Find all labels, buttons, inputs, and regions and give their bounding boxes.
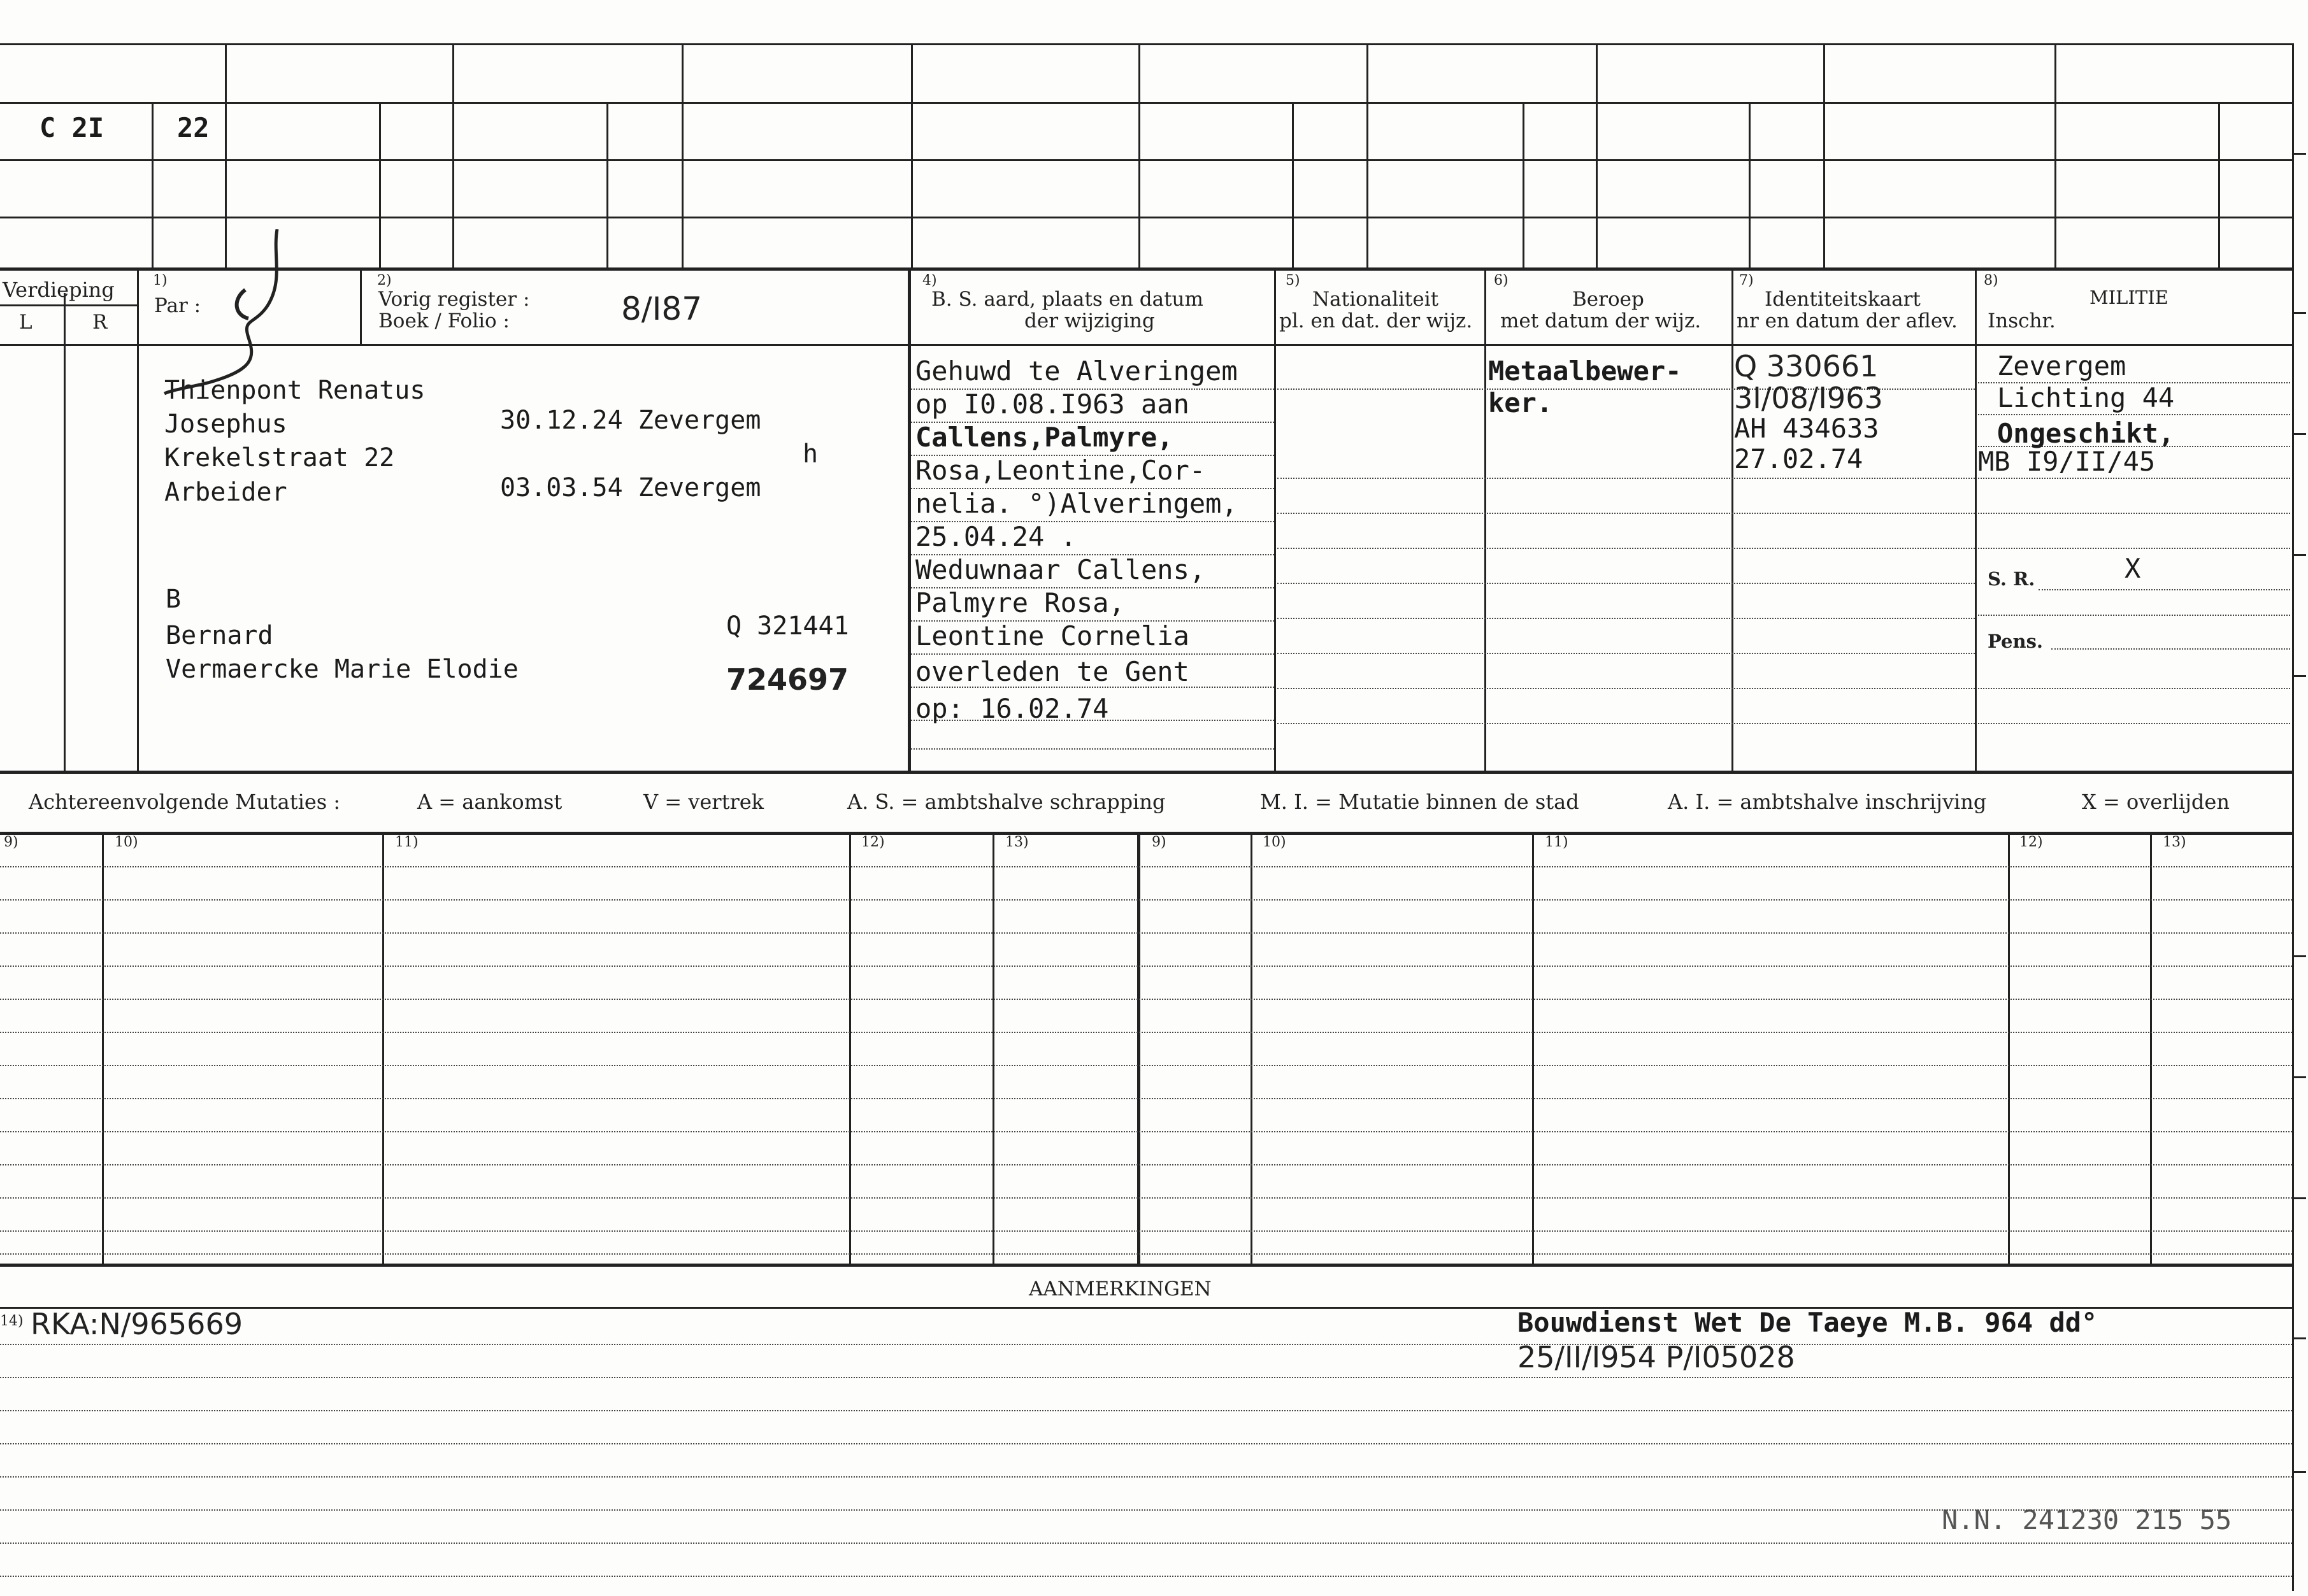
remarks-row-line	[0, 1377, 2292, 1378]
remarks-row-line	[0, 1344, 2292, 1345]
person-address: Krekelstraat 22	[164, 443, 395, 473]
civil-status-line: 25.04.24 .	[915, 521, 1077, 552]
col-row-line	[1277, 583, 1975, 584]
mutation-row-line	[0, 1098, 2292, 1099]
header-vline	[908, 267, 911, 771]
col-number: 7)	[1739, 273, 1754, 289]
mutation-col-number: 10)	[1263, 834, 1286, 850]
militie-row-line	[2051, 648, 2290, 650]
edge-tick	[2293, 1471, 2306, 1473]
sr-label: S. R.	[1988, 568, 2035, 590]
civil-status-line: op: 16.02.74	[915, 693, 1109, 724]
person-birth: 30.12.24 Zevergem	[500, 406, 761, 435]
header-vline	[64, 293, 66, 771]
mutation-col-number: 9)	[1152, 834, 1166, 850]
top-grid-vline	[1292, 102, 1294, 267]
mutation-col-number: 10)	[115, 834, 138, 850]
card-code-number: 22	[177, 112, 210, 143]
header-bottom-line	[0, 344, 2293, 346]
remarks-row-line	[0, 1410, 2292, 1411]
mutation-col-number: 12)	[2019, 834, 2043, 850]
civil-status-line: Weduwnaar Callens,	[915, 554, 1206, 585]
mutation-row-line	[0, 866, 2292, 867]
militie-row-line	[1978, 414, 2290, 415]
col-row-line	[1277, 548, 1975, 549]
bs-label-1: B. S. aard, plaats en datum	[931, 288, 1203, 311]
identity-value: Q 330661	[1734, 349, 1879, 383]
militie-row-line	[1978, 723, 2290, 724]
beroep-value: ker.	[1488, 387, 1553, 418]
edge-tick	[2293, 955, 2306, 957]
legend-mi: M. I. = Mutatie binnen de stad	[1260, 790, 1579, 814]
civil-status-line: Callens,Palmyre,	[915, 422, 1173, 453]
col-number: 4)	[922, 273, 937, 289]
l-label: L	[19, 311, 32, 334]
militie-row-line	[1978, 513, 2290, 514]
inschr-label: Inschr.	[1988, 310, 2056, 332]
identiteitskaart-label-1: Identiteitskaart	[1765, 288, 1921, 311]
person-mark: h	[803, 439, 819, 469]
row-line-2	[0, 159, 2293, 161]
col-number: 5)	[1286, 273, 1300, 289]
header-vline	[1274, 267, 1276, 771]
bs-label-2: der wijziging	[1024, 310, 1155, 332]
person-number: 724697	[726, 662, 849, 697]
remarks-note-1: Bouwdienst Wet De Taeye M.B. 964 dd°	[1517, 1307, 2098, 1338]
top-grid-vline	[682, 43, 684, 267]
nationaliteit-label-1: Nationaliteit	[1312, 288, 1439, 311]
row-line-3	[0, 217, 2293, 218]
civil-status-line: Palmyre Rosa,	[915, 587, 1125, 618]
mutation-row-line	[0, 1197, 2292, 1199]
edge-tick	[2293, 153, 2306, 155]
mutation-row-line	[0, 1253, 2292, 1255]
header-vline	[360, 267, 362, 344]
mutations-vline	[2008, 832, 2010, 1265]
top-grid-vline	[1138, 43, 1140, 267]
pen-stroke-icon	[159, 229, 299, 401]
mutation-row-line	[0, 1065, 2292, 1066]
militie-value: Ongeschikt,	[1997, 418, 2175, 449]
militie-value: Zevergem	[1997, 350, 2126, 381]
edge-tick	[2293, 1337, 2306, 1339]
top-grid-vline	[1366, 43, 1368, 267]
mutations-vline	[2150, 832, 2152, 1265]
col-row-line	[1277, 618, 1975, 619]
code-separator	[152, 108, 154, 146]
top-grid-vline	[2292, 43, 2294, 1591]
top-grid-vline	[379, 102, 381, 267]
sr-value: X	[2125, 553, 2141, 584]
civil-status-line: Rosa,Leontine,Cor-	[915, 455, 1206, 486]
remarks-row-line	[0, 1509, 2292, 1511]
row-line-1	[0, 102, 2293, 104]
person-b: B	[166, 585, 182, 614]
edge-tick	[2293, 1076, 2306, 1078]
legend-arrival: A = aankomst	[417, 790, 563, 814]
remarks-rka: RKA:N/965669	[31, 1307, 243, 1341]
identity-value: 27.02.74	[1734, 443, 1863, 474]
beroep-label-1: Beroep	[1572, 288, 1644, 311]
mutation-row-line	[0, 965, 2292, 967]
edge-tick	[2293, 554, 2306, 556]
mutations-legend-title: Achtereenvolgende Mutaties :	[29, 790, 341, 814]
militie-row-line	[1978, 688, 2290, 689]
header-top-line	[0, 267, 2293, 271]
pens-label: Pens.	[1988, 631, 2043, 652]
remarks-row-line	[0, 1476, 2292, 1478]
header-vline	[137, 267, 139, 771]
edge-tick	[2293, 433, 2306, 435]
civil-status-line: Leontine Cornelia	[915, 620, 1189, 652]
mutation-col-number: 13)	[1005, 834, 1029, 850]
civil-status-line: nelia. °)Alveringem,	[915, 488, 1238, 519]
mutations-vline	[993, 832, 994, 1265]
bs-row-line	[911, 748, 1274, 750]
mutations-vline	[102, 832, 104, 1265]
edge-tick	[2293, 312, 2306, 314]
militie-row-line	[1978, 548, 2290, 549]
nationaliteit-label-2: pl. en dat. der wijz.	[1279, 310, 1473, 332]
person-q-number: Q 321441	[726, 611, 849, 641]
body-bottom-line	[0, 771, 2293, 774]
top-grid-vline	[1596, 43, 1598, 267]
civil-status-line: Gehuwd te Alveringem	[915, 355, 1238, 387]
col-row-line	[1277, 688, 1975, 689]
card-code: C 2I	[39, 112, 104, 143]
person-arrival: 03.03.54 Zevergem	[500, 473, 761, 502]
civil-status-line: op I0.08.I963 aan	[915, 388, 1189, 420]
remarks-title: AANMERKINGEN	[1029, 1278, 1212, 1300]
mutations-divider	[1137, 832, 1140, 1265]
verdieping-split	[0, 304, 137, 306]
col-number: 1)	[153, 273, 168, 289]
mutations-vline	[382, 832, 384, 1265]
mutation-row-line	[0, 1131, 2292, 1132]
remarks-row-line	[0, 1543, 2292, 1544]
identity-value: 3I/08/I963	[1734, 381, 1883, 415]
mutation-row-line	[0, 899, 2292, 901]
col-row-line	[1277, 513, 1975, 514]
mutation-col-number: 11)	[395, 834, 419, 850]
militie-row-line	[1978, 615, 2290, 616]
person-bernard: Bernard	[166, 621, 273, 650]
r-label: R	[92, 311, 108, 334]
vorig-register-label: Vorig register :	[378, 288, 530, 311]
top-grid-vline	[606, 102, 608, 267]
col-row-line	[1277, 653, 1975, 654]
beroep-value: Metaalbewer-	[1488, 355, 1682, 387]
legend-death: X = overlijden	[2082, 790, 2230, 814]
legend-as: A. S. = ambtshalve schrapping	[847, 790, 1166, 814]
mutation-row-line	[0, 1032, 2292, 1033]
col-row-line	[1277, 478, 1975, 479]
mutations-vline	[849, 832, 851, 1265]
verdieping-label: Verdieping	[3, 278, 115, 302]
top-grid-vline	[1523, 102, 1524, 267]
top-grid-vline	[911, 43, 913, 267]
mutation-col-number: 12)	[861, 834, 885, 850]
person-spouse-mother: Vermaercke Marie Elodie	[166, 655, 519, 684]
militie-label: MILITIE	[2089, 287, 2168, 308]
mutation-row-line	[0, 999, 2292, 1000]
mutation-col-number: 13)	[2163, 834, 2186, 850]
mutation-col-number: 9)	[4, 834, 18, 850]
top-grid-vline	[2218, 102, 2220, 267]
remarks-top-line	[0, 1264, 2293, 1267]
header-vline	[1731, 267, 1733, 771]
militie-row-line	[1978, 478, 2290, 479]
header-vline	[1975, 267, 1977, 771]
mutation-row-line	[0, 932, 2292, 934]
mutations-vline	[1532, 832, 1534, 1265]
top-grid-vline	[1823, 43, 1825, 267]
top-grid-vline	[2054, 43, 2056, 267]
mutations-vline	[1251, 832, 1252, 1265]
militie-row-line	[2039, 589, 2290, 590]
par-label: Par :	[154, 294, 201, 317]
mutations-top-line	[0, 832, 2293, 835]
top-grid-vline	[452, 43, 454, 267]
remarks-row-line	[0, 1443, 2292, 1444]
civil-status-line: overleden te Gent	[915, 656, 1189, 687]
top-grid-vline	[1749, 102, 1751, 267]
col-number: 8)	[1984, 273, 1998, 289]
beroep-label-2: met datum der wijz.	[1500, 310, 1702, 332]
mutation-row-line	[0, 1164, 2292, 1165]
identity-value: AH 434633	[1734, 413, 1879, 444]
mutation-row-line	[0, 1230, 2292, 1232]
edge-tick	[2293, 675, 2306, 677]
mutation-col-number: 11)	[1545, 834, 1568, 850]
register-value: 8/I87	[621, 290, 703, 327]
col-row-line	[1277, 723, 1975, 724]
edge-tick	[2293, 1197, 2306, 1199]
person-name: Thienpont Renatus	[164, 376, 426, 405]
remarks-row-line	[0, 1576, 2292, 1577]
remarks-nn: N.N. 241230 215 55	[1942, 1504, 2232, 1535]
top-edge-line	[0, 43, 2293, 45]
boek-folio-label: Boek / Folio :	[378, 310, 510, 332]
person-occupation: Arbeider	[164, 478, 287, 507]
person-given-name: Josephus	[164, 410, 287, 439]
legend-departure: V = vertrek	[643, 790, 764, 814]
col-number: 2)	[377, 273, 392, 289]
remarks-note-2: 25/II/I954 P/I05028	[1517, 1340, 1795, 1374]
bs-row-line	[911, 653, 1274, 655]
remarks-number: 14)	[0, 1313, 24, 1329]
militie-value: Lichting 44	[1997, 382, 2175, 413]
col-number: 6)	[1494, 273, 1509, 289]
militie-value: MB I9/II/45	[1978, 446, 2156, 477]
header-vline	[1484, 267, 1486, 771]
identiteitskaart-label-2: nr en datum der aflev.	[1737, 310, 1958, 332]
legend-ai: A. I. = ambtshalve inschrijving	[1668, 790, 1987, 814]
